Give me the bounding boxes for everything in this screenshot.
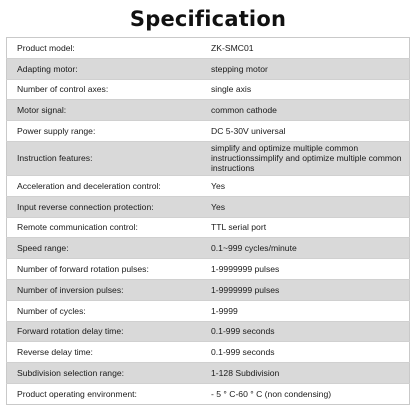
table-row (7, 300, 410, 321)
table-row (7, 383, 410, 404)
table-row (7, 259, 410, 280)
table-row (7, 175, 410, 196)
spec-value: TTL serial port (206, 217, 410, 238)
spec-value: - 5 ° C-60 ° C (non condensing) (206, 383, 410, 404)
spec-value: common cathode (206, 100, 410, 121)
table-row (7, 58, 410, 79)
spec-label: Speed range: (7, 238, 207, 259)
table-row (7, 279, 410, 300)
spec-value: Yes (206, 175, 410, 196)
spec-label: Subdivision selection range: (7, 363, 207, 384)
table-row (7, 196, 410, 217)
spec-label: Number of forward rotation pulses: (7, 259, 207, 280)
spec-value: 0.1-999 seconds (206, 342, 410, 363)
spec-label: Acceleration and deceleration control: (7, 175, 207, 196)
table-row (7, 363, 410, 384)
spec-value: 1-9999999 pulses (206, 279, 410, 300)
spec-value: stepping motor (206, 58, 410, 79)
page-title: Specification (129, 7, 287, 31)
specification-table (6, 37, 410, 405)
spec-label: Product model: (7, 38, 207, 59)
spec-label: Reverse delay time: (7, 342, 207, 363)
spec-value: 0.1~999 cycles/minute (206, 238, 410, 259)
spec-value: DC 5-30V universal (206, 121, 410, 142)
spec-label: Number of inversion pulses: (7, 279, 207, 300)
spec-label: Motor signal: (7, 100, 207, 121)
table-row (7, 217, 410, 238)
table-row (7, 100, 410, 121)
spec-value: ZK-SMC01 (206, 38, 410, 59)
table-row (7, 321, 410, 342)
table-row (7, 38, 410, 59)
spec-value: 0.1-999 seconds (206, 321, 410, 342)
spec-value: 1-128 Subdivision (206, 363, 410, 384)
table-row (7, 141, 410, 175)
table-row (7, 342, 410, 363)
table-row (7, 121, 410, 142)
spec-value: simplify and optimize multiple common instructionssimplify and optimize multiple common instructions (206, 141, 410, 175)
spec-label: Adapting motor: (7, 58, 207, 79)
table-row (7, 79, 410, 100)
spec-label: Power supply range: (7, 121, 207, 142)
spec-label: Number of cycles: (7, 300, 207, 321)
spec-label: Input reverse connection protection: (7, 196, 207, 217)
spec-label: Number of control axes: (7, 79, 207, 100)
spec-value: Yes (206, 196, 410, 217)
spec-value: 1-9999999 pulses (206, 259, 410, 280)
spec-label: Forward rotation delay time: (7, 321, 207, 342)
spec-value: 1-9999 (206, 300, 410, 321)
spec-value: single axis (206, 79, 410, 100)
spec-label: Product operating environment: (7, 383, 207, 404)
spec-label: Instruction features: (7, 141, 207, 175)
table-row (7, 238, 410, 259)
spec-label: Remote communication control: (7, 217, 207, 238)
